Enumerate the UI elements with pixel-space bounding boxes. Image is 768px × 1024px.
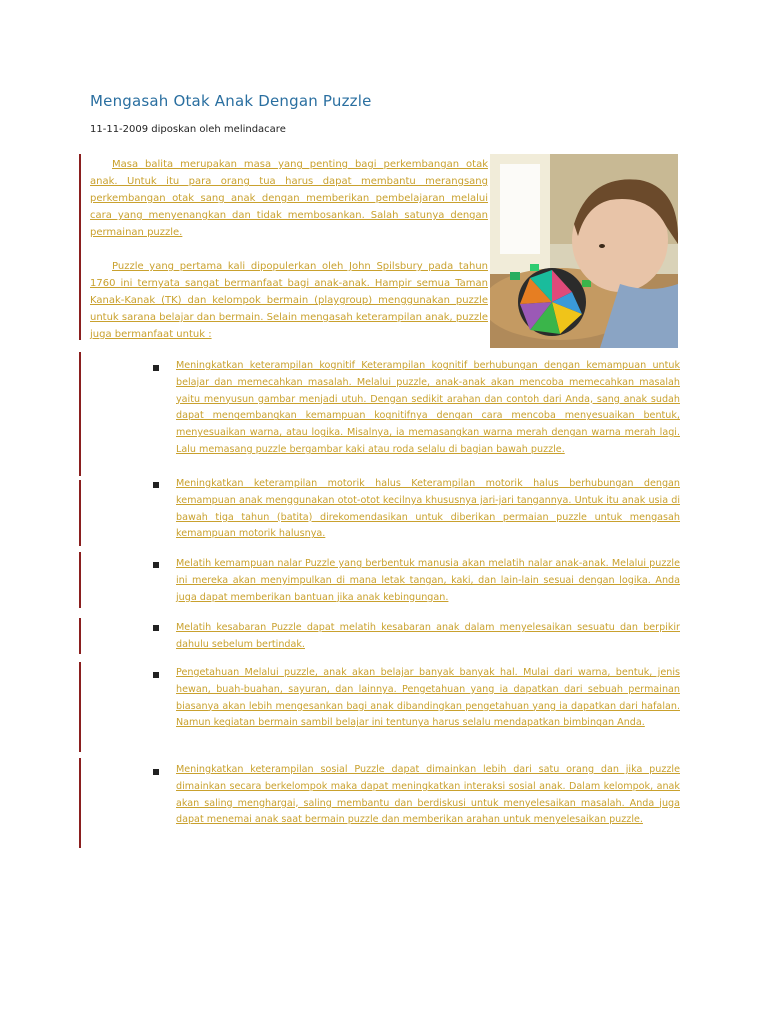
list-item[interactable]: Melatih kemampuan nalar Puzzle yang berbentuk manusia akan melatih nalar anak-anak. Melalui puzzle ini mereka akan menyimpulkan di mana letak tangan, kaki, dan lain-lain sesuai dengan logika. Anda juga dapat memberikan bantuan jika anak kebingungan. (176, 558, 680, 603)
margin-bar (79, 662, 81, 752)
photo-illustration (490, 154, 678, 348)
list-item[interactable]: Pengetahuan Melalui puzzle, anak akan belajar banyak banyak hal. Mulai dari warna, bentuk, jenis hewan, buah-buahan, sayuran, dan lainnya. Pengetahuan yang ia dapatkan dari sebuah permainan biasanya akan lebih mengesankan bagi anak dibandingkan pengetahuan yang ia dapatkan dari hafalan. Namun kegiatan bermain sambil belajar ini tentunya harus selalu mendapatkan bimbingan Anda. (176, 667, 680, 729)
bullet-marker (153, 769, 159, 775)
bullet-marker (153, 365, 159, 371)
bullet-marker (153, 482, 159, 488)
margin-bar (79, 352, 81, 476)
child-puzzle-photo (490, 154, 678, 348)
list-item[interactable]: Meningkatkan keterampilan sosial Puzzle dapat dimainkan lebih dari satu orang dan jika puzzle dimainkan secara berkelompok maka dapat meningkatkan interaksi sosial anak. Dalam kelompok, anak akan saling menghargai, saling membantu dan berdiskusi untuk menyelesaikan masalah. Anda juga dapat menemai anak saat bermain puzzle dan memberikan arahan untuk menyelesaikan puzzle. (176, 764, 680, 826)
history-paragraph: Puzzle yang pertama kali dipopulerkan oleh John Spilsbury pada tahun 1760 ini ternyata sangat bermanfaat bagi anak-anak. Hampir semua Taman Kanak-Kanak (TK) dan kelompok bermain (playgroup) menggunakan puzzle untuk sarana belajar dan bermain. Selain mengasah keterampilan anak, puzzle juga bermanfaat untuk : (90, 261, 488, 340)
bullet-marker (153, 625, 159, 631)
margin-bar (79, 618, 81, 654)
margin-bar (79, 758, 81, 848)
list-item[interactable]: Melatih kesabaran Puzzle dapat melatih kesabaran anak dalam menyelesaikan sesuatu dan berpikir dahulu sebelum bertindak. (176, 622, 680, 650)
bullet-marker (153, 562, 159, 568)
page-title: Mengasah Otak Anak Dengan Puzzle (90, 92, 372, 110)
post-meta: 11-11-2009 diposkan oleh melindacare (90, 124, 286, 135)
margin-bar (79, 552, 81, 608)
bullet-marker (153, 672, 159, 678)
margin-bar (79, 154, 81, 340)
list-item[interactable]: Meningkatkan keterampilan motorik halus Keterampilan motorik halus berhubungan dengan kemampuan anak menggunakan otot-otot kecilnya khususnya jari-jari tangannya. Untuk itu anak usia di bawah tiga tahun (batita) direkomendasikan untuk diberikan permaian puzzle untuk mengasah kemampuan motorik halusnya. (176, 478, 680, 540)
list-item[interactable]: Meningkatkan keterampilan kognitif Keterampilan kognitif berhubungan dengan kemampuan untuk belajar dan memecahkan masalah. Melalui puzzle, anak-anak akan mencoba memecahkan masalah yaitu menyusun gambar menjadi utuh. Dengan sedikit arahan dan contoh dari Anda, sang anak sudah dapat mengembangkan kemampuan kognitifnya dengan cara mencoba menyesuaikan bentuk, menyesuaikan warna, atau logika. Misalnya, ia memasangkan warna merah dengan warna merah lagi. Lalu memasang puzzle bergambar kaki atau roda selalu di bagian bawah puzzle. (176, 360, 680, 455)
intro-paragraph: Masa balita merupakan masa yang penting bagi perkembangan otak anak. Untuk itu para orang tua harus dapat membantu merangsang perkembangan otak sang anak dengan memberikan pembelajaran melalui cara yang menyenangkan dan tidak membosankan. Salah satunya dengan permainan puzzle. (90, 159, 488, 238)
margin-bar (79, 480, 81, 546)
